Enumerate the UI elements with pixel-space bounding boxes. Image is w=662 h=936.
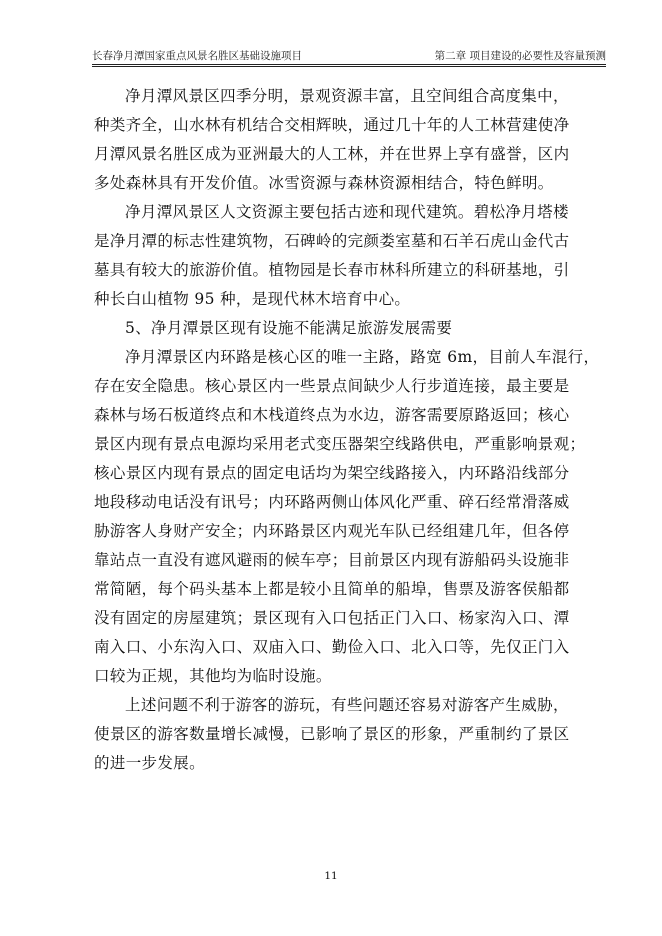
paragraph-line: 种类齐全，山水林有机结合交相辉映，通过几十年的人工林营建使净 [94,116,570,134]
paragraph-line: 常简陋，每个码头基本上都是较小且简单的船埠，售票及游客侯船都 [94,580,570,598]
paragraph-line: 使景区的游客数量增长减慢，已影响了景区的形象，严重制约了景区 [94,725,570,743]
paragraph-line: 墓具有较大的旅游价值。植物园是长春市林科所建立的科研基地，引 [94,261,570,279]
header-chapter-title: 第二章 项目建设的必要性及容量预测 [434,50,606,62]
paragraph-line: 靠站点一直没有遮风避雨的候车亭；目前景区内现有游船码头设施非 [94,551,570,569]
paragraph-line: 地段移动电话没有讯号；内环路两侧山体风化严重、碎石经常滑落威 [94,493,570,511]
paragraph-line: 上述问题不利于游客的游玩，有些问题还容易对游客产生威胁， [125,696,569,714]
paragraph-line: 口较为正规，其他均为临时设施。 [94,667,332,685]
paragraph-line: 景区内现有景点电源均采用老式变压器架空线路供电，严重影响景观； [94,435,586,453]
paragraph-line: 的进一步发展。 [94,754,205,772]
paragraph-line: 种长白山植物 95 种，是现代林木培育中心。 [94,290,411,308]
paragraph-line: 净月潭景区内环路是核心区的唯一主路，路宽 6m，目前人车混行， [125,348,600,366]
paragraph-line: 没有固定的房屋建筑；景区现有入口包括正门入口、杨家沟入口、潭 [94,609,570,627]
paragraph-line: 森林与场石板道终点和木栈道终点为水边，游客需要原路返回；核心 [94,406,570,424]
paragraph-line: 净月潭风景区人文资源主要包括古迹和现代建筑。碧松净月塔楼 [125,203,569,221]
paragraph-line: 存在安全隐患。核心景区内一些景点间缺少人行步道连接，最主要是 [94,377,570,395]
header-project-title: 长春净月潭国家重点风景名胜区基础设施项目 [92,50,302,62]
paragraph-line: 南入口、小东沟入口、双庙入口、勤俭入口、北入口等，先仅正门入 [94,638,570,656]
section-heading: 5、净月潭景区现有设施不能满足旅游发展需要 [125,319,453,337]
paragraph-line: 净月潭风景区四季分明，景观资源丰富，且空间组合高度集中， [125,87,569,105]
header-divider [92,64,606,67]
page-number: 11 [324,870,338,882]
paragraph-line: 核心景区内现有景点的固定电话均为架空线路接入，内环路沿线部分 [94,464,570,482]
paragraph-line: 胁游客人身财产安全；内环路景区内观光车队已经组建几年，但各停 [94,522,570,540]
document-body [94,82,612,778]
page-header [92,44,606,64]
paragraph-line: 多处森林具有开发价值。冰雪资源与森林资源相结合，特色鲜明。 [94,174,554,192]
paragraph-line: 是净月潭的标志性建筑物，石碑岭的完颜娄室墓和石羊石虎山金代古 [94,232,570,250]
paragraph-line: 月潭风景名胜区成为亚洲最大的人工林，并在世界上享有盛誉，区内 [94,145,570,163]
